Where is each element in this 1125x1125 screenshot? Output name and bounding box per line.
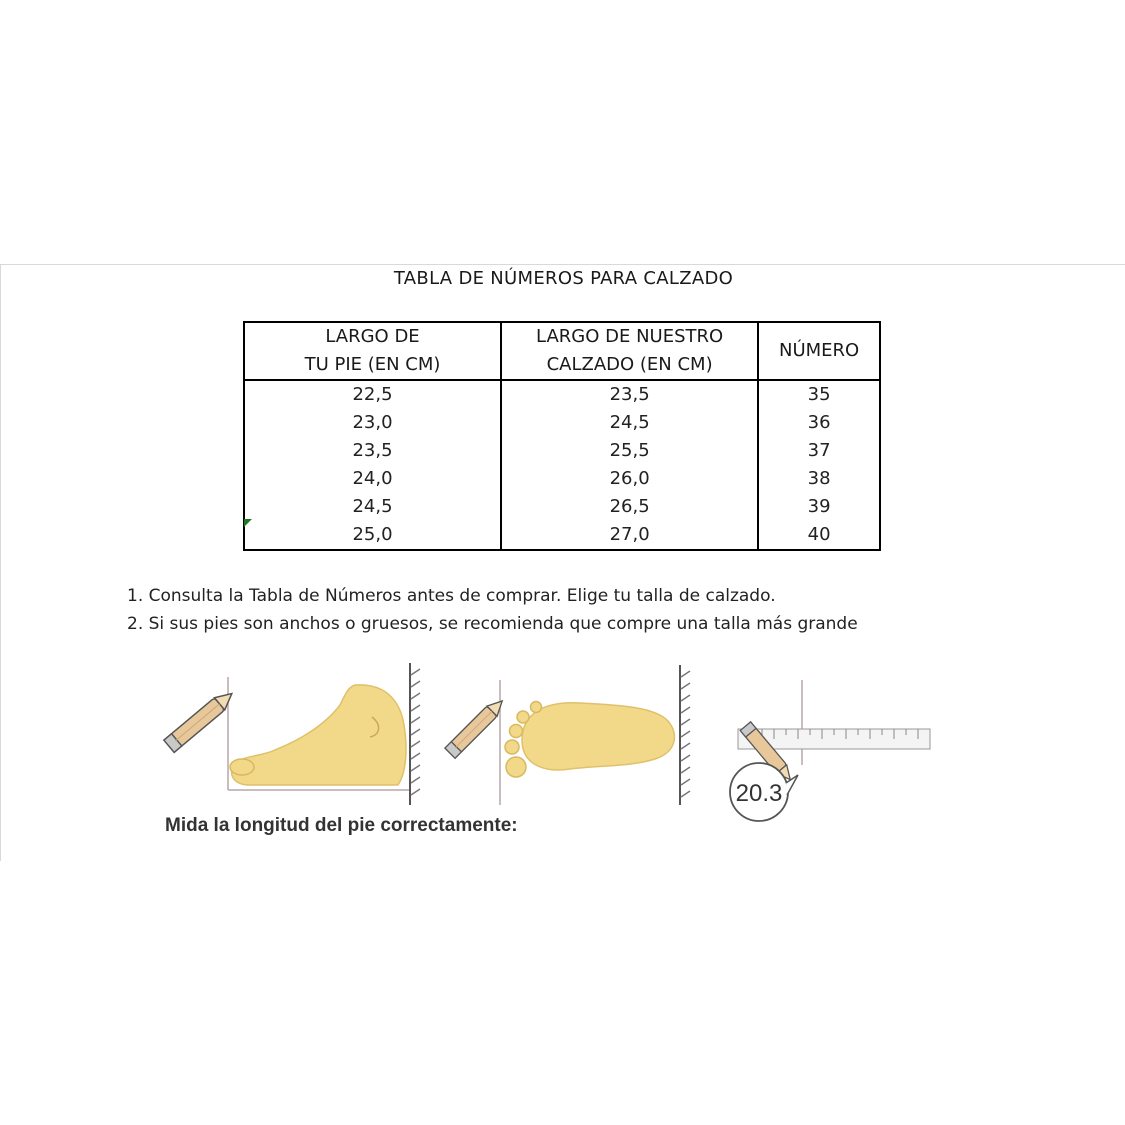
foot-side-shape bbox=[232, 685, 406, 785]
cell-shoe-length: 24,5 bbox=[501, 409, 758, 437]
pencil-icon bbox=[445, 696, 507, 758]
cell-size-number: 40 bbox=[758, 521, 880, 550]
pencil-icon bbox=[164, 687, 237, 752]
table-row bbox=[244, 521, 880, 550]
cell-size-number: 39 bbox=[758, 493, 880, 521]
instruction-item: 2. Si sus pies son anchos o gruesos, se recomienda que compre una talla más grande bbox=[127, 614, 858, 634]
table-row bbox=[244, 380, 880, 409]
cell-foot-length: 25,0 bbox=[244, 521, 501, 550]
table-row bbox=[244, 409, 880, 437]
page-title: TABLA DE NÚMEROS PARA CALZADO bbox=[393, 268, 734, 289]
cell-comment-marker bbox=[244, 519, 252, 527]
cell-size-number: 38 bbox=[758, 465, 880, 493]
top-view-foot-scene bbox=[445, 665, 690, 805]
cell-shoe-length: 25,5 bbox=[501, 437, 758, 465]
measure-value: 20.3 bbox=[735, 780, 783, 807]
header-foot-length: LARGO DE TU PIE (EN CM) bbox=[244, 322, 501, 380]
table-row bbox=[244, 465, 880, 493]
cell-shoe-length: 27,0 bbox=[501, 521, 758, 550]
cell-size-number: 35 bbox=[758, 380, 880, 409]
table-header-row bbox=[244, 322, 880, 380]
ruler-measure-scene bbox=[730, 680, 930, 821]
cell-foot-length: 24,0 bbox=[244, 465, 501, 493]
cell-foot-length: 23,0 bbox=[244, 409, 501, 437]
size-table bbox=[243, 321, 881, 551]
header-shoe-length: LARGO DE NUESTRO CALZADO (EN CM) bbox=[501, 322, 758, 380]
side-view-foot-scene bbox=[164, 663, 420, 805]
instruction-item: 1. Consulta la Tabla de Números antes de comprar. Elige tu talla de calzado. bbox=[127, 586, 776, 606]
table-row bbox=[244, 437, 880, 465]
cell-size-number: 37 bbox=[758, 437, 880, 465]
cell-foot-length: 22,5 bbox=[244, 380, 501, 409]
cell-shoe-length: 23,5 bbox=[501, 380, 758, 409]
foot-top-shape bbox=[522, 703, 674, 770]
cell-foot-length: 23,5 bbox=[244, 437, 501, 465]
cell-shoe-length: 26,5 bbox=[501, 493, 758, 521]
cell-shoe-length: 26,0 bbox=[501, 465, 758, 493]
header-size-number: NÚMERO bbox=[758, 322, 880, 380]
illustration-caption: Mida la longitud del pie correctamente: bbox=[165, 815, 518, 836]
table-row bbox=[244, 493, 880, 521]
cell-size-number: 36 bbox=[758, 409, 880, 437]
cell-foot-length: 24,5 bbox=[244, 493, 501, 521]
instructions bbox=[127, 582, 858, 638]
